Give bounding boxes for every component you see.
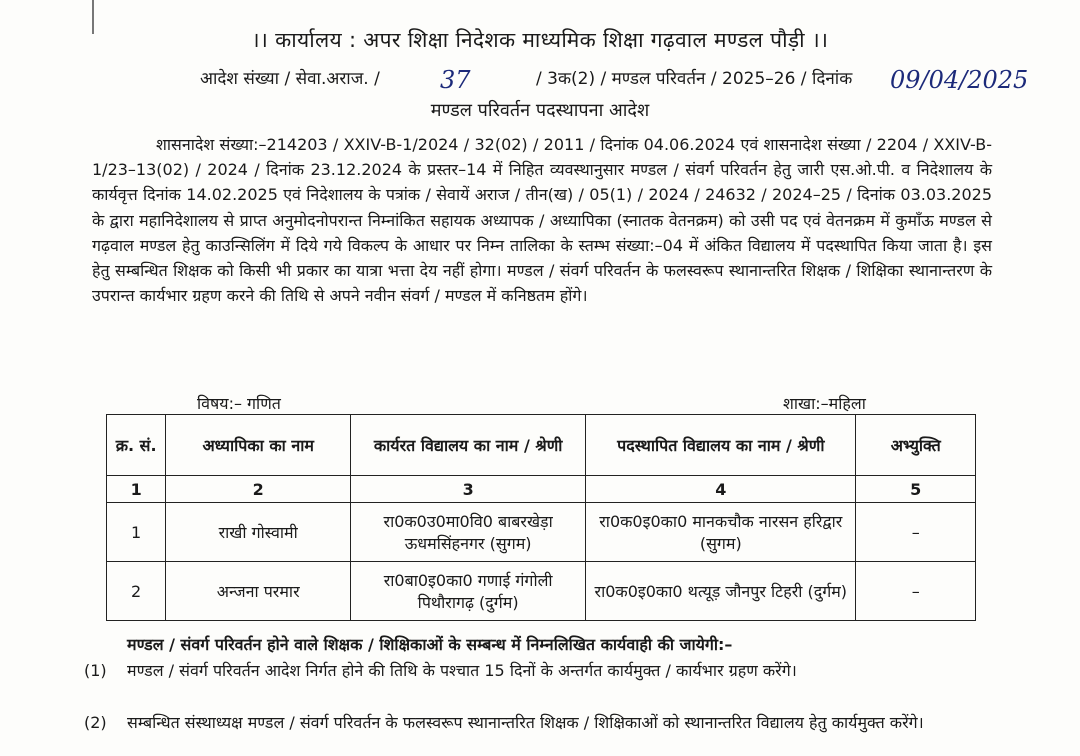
order-subtitle: मण्डल परिवर्तन पदस्थापना आदेश (430, 100, 650, 121)
table-header-row (107, 415, 976, 476)
header-serial: क्र. सं. (107, 415, 166, 476)
header-current-school: कार्यरत विद्यालय का नाम / श्रेणी (351, 415, 586, 476)
order-suffix: / 3क(2) / मण्डल परिवर्तन / 2025–26 / दिनांक (536, 69, 853, 89)
cell-current-school: रा0बा0इ0का0 गणाई गंगोली पिथौरागढ़ (दुर्गम) (351, 562, 586, 621)
action-item-number: (2) (84, 713, 107, 732)
cell-serial: 2 (107, 562, 166, 621)
branch-label: शाखा:–महिला (783, 394, 866, 413)
column-number-row (107, 476, 976, 503)
posting-table (106, 414, 976, 621)
order-number-line (200, 62, 1060, 96)
order-paragraph: शासनादेश संख्या:–214203 / XXIV-B-1/2024 / 32(02) / 2011 / दिनांक 04.06.2024 एवं शासनादेश संख्या / 2204 / XXIV-B-1/23–13(02) / 2024 / दिनांक 23.12.2024 के प्रस्तर–14 में निहित व्यवस्थानुसार मण्डल / संवर्ग परिवर्तन हेतु जारी एस.ओ.पी. व निदेशालय के कार्यवृत्त दिनांक 14.02.2025 एवं निदेशालय के पत्रांक / सेवायें अराज / तीन(ख) / 05(1) / 2024 / 24632 / 2024–25 / दिनांक 03.03.2025 के द्वारा महानिदेशालय से प्राप्त अनुमोदनोपरान्त निम्नांकित सहायक अध्यापक / अध्यापिका (स्नातक वेतनक्रम) को उसी पद एवं वेतनक्रम में कुमाँऊ मण्डल से गढ़वाल मण्डल हेतु काउन्सिलिंग में दिये गये विकल्प के आधार पर निम्न तालिका के स्तम्भ संख्या:–04 में अंकित विद्यालय में पदस्थापित किया जाता है। इस हेतु सम्बन्धित शिक्षक को किसी भी प्रकार का यात्रा भत्ता देय नहीं होगा। मण्डल / संवर्ग परिवर्तन के फलस्वरूप स्थानान्तरित शिक्षक / शिक्षिका स्थानान्तरण के उपरान्त कार्यभार ग्रहण करने की तिथि से अपने नवीन संवर्ग / मण्डल में कनिष्ठतम होंगे। (92, 135, 992, 306)
table-row (107, 562, 976, 621)
office-title: ।। कार्यालय : अपर शिक्षा निदेशक माध्यमिक शिक्षा गढ़वाल मण्डल पौड़ी ।। (251, 28, 829, 52)
column-number: 2 (166, 476, 351, 503)
cell-remarks: – (856, 503, 976, 562)
column-number: 1 (107, 476, 166, 503)
cell-posted-school: रा0क0इ0का0 मानकचौक नारसन हरिद्वार (सुगम) (586, 503, 856, 562)
actions-heading: मण्डल / संवर्ग परिवर्तन होने वाले शिक्षक / शिक्षिकाओं के सम्बन्ध में निम्नलिखित कार्यवाही की जायेगी:– (127, 635, 733, 654)
header-posted-school: पदस्थापित विद्यालय का नाम / श्रेणी (586, 415, 856, 476)
column-number: 5 (856, 476, 976, 503)
cell-teacher-name: अन्जना परमार (166, 562, 351, 621)
column-number: 4 (586, 476, 856, 503)
handwritten-order-number: 37 (440, 66, 471, 94)
action-item-number: (1) (84, 661, 107, 680)
cell-serial: 1 (107, 503, 166, 562)
cell-current-school: रा0क0उ0मा0वि0 बाबरखेड़ा ऊधमसिंहनगर (सुगम) (351, 503, 586, 562)
column-number: 3 (351, 476, 586, 503)
cell-remarks: – (856, 562, 976, 621)
action-item-text: सम्बन्धित संस्थाध्यक्ष मण्डल / संवर्ग परिवर्तन के फलस्वरूप स्थानान्तरित शिक्षक / शिक्षिकाओं को स्थानान्तरित विद्यालय हेतु कार्यमुक्त करेंगे। (127, 713, 924, 732)
handwritten-order-date: 09/04/2025 (890, 66, 1029, 94)
subject-label: विषय:– गणित (197, 394, 281, 413)
header-remarks: अभ्युक्ति (856, 415, 976, 476)
header-teacher-name: अध्यापिका का नाम (166, 415, 351, 476)
table-row (107, 503, 976, 562)
action-item-text: मण्डल / संवर्ग परिवर्तन आदेश निर्गत होने की तिथि के पश्चात 15 दिनों के अन्तर्गत कार्यमुक्त / कार्यभार ग्रहण करेंगे। (127, 661, 797, 680)
cell-posted-school: रा0क0इ0का0 थत्यूड़ जौनपुर टिहरी (दुर्गम) (586, 562, 856, 621)
cell-teacher-name: राखी गोस्वामी (166, 503, 351, 562)
order-prefix: आदेश संख्या / सेवा.अराज. / (200, 69, 380, 89)
